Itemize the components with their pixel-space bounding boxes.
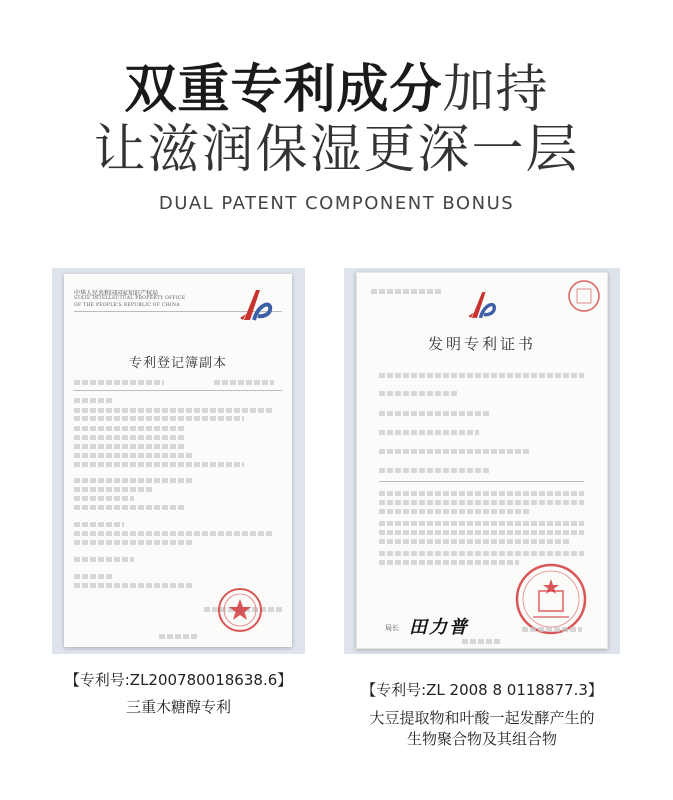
text-row — [74, 505, 184, 510]
right-patent-name-line-1: 大豆提取物和叶酸一起发酵产生的 — [369, 709, 595, 727]
text-row — [371, 289, 441, 294]
section-divider — [74, 390, 282, 391]
signature-label: 局长 — [385, 624, 399, 632]
text-row — [74, 380, 164, 385]
text-row — [74, 416, 244, 421]
text-row — [379, 500, 584, 505]
headline-line-2: 让滋润保湿更深一层 — [93, 120, 580, 180]
text-row — [74, 574, 114, 579]
certificate-issuer-en-2: OF THE PEOPLE'S REPUBLIC OF CHINA — [74, 303, 180, 308]
left-patent-number: 【专利号:ZL200780018638.6】 — [64, 671, 293, 689]
right-patent-number: 【专利号:ZL 2008 8 0118877.3】 — [361, 681, 603, 699]
text-row — [74, 531, 274, 536]
text-row — [74, 462, 244, 467]
text-row — [522, 627, 582, 632]
text-row — [379, 491, 584, 496]
text-row — [214, 380, 274, 385]
text-row — [74, 426, 184, 431]
headline-bold-part: 双重专利成分 — [124, 60, 443, 120]
official-seal-icon — [513, 561, 589, 637]
director-signature: 田力普 — [409, 617, 469, 638]
official-seal-icon — [216, 586, 264, 634]
text-row — [379, 391, 459, 396]
headline-light-part: 加持 — [442, 60, 549, 120]
certificate-issuer-cn: 中华人民共和国国家知识产权局 — [74, 290, 159, 297]
text-row — [379, 539, 569, 544]
text-row — [379, 373, 584, 378]
certificate-issuer-en-1: STATE INTELLECTUAL PROPERTY OFFICE — [74, 296, 186, 301]
text-row — [74, 408, 274, 413]
text-row — [74, 453, 194, 458]
sipo-logo-icon — [465, 285, 501, 325]
headline-line-1 — [0, 58, 673, 122]
text-row — [379, 449, 529, 454]
left-patent-name: 三重木糖醇专利 — [125, 698, 231, 716]
text-row — [379, 521, 584, 526]
text-row — [74, 496, 134, 501]
certificate-title: 专利登记簿副本 — [128, 356, 227, 371]
footer-page-number — [462, 639, 502, 644]
sipo-logo-icon — [236, 284, 278, 326]
section-divider — [379, 481, 584, 482]
text-row — [74, 444, 184, 449]
text-row — [74, 557, 134, 562]
text-row — [379, 530, 584, 535]
text-row — [379, 509, 529, 514]
right-patent-name-line-2: 生物聚合物及其组合物 — [406, 730, 557, 748]
corner-seal-icon — [567, 279, 601, 313]
text-row — [74, 540, 194, 545]
text-row — [379, 430, 479, 435]
footer-page-number — [159, 634, 199, 639]
text-row — [379, 468, 489, 473]
text-row — [74, 522, 124, 527]
text-row — [74, 583, 194, 588]
text-row — [379, 560, 519, 565]
text-row — [74, 435, 184, 440]
text-row — [74, 398, 114, 403]
text-row — [379, 551, 584, 556]
headline-subtitle: DUAL PATENT COMPONENT BONUS — [158, 193, 515, 214]
text-row — [379, 411, 489, 416]
patent-register-copy-certificate — [64, 274, 292, 647]
text-row — [74, 487, 154, 492]
certificate-title: 发明专利证书 — [427, 335, 536, 353]
invention-patent-certificate — [356, 272, 608, 649]
text-row — [74, 478, 194, 483]
